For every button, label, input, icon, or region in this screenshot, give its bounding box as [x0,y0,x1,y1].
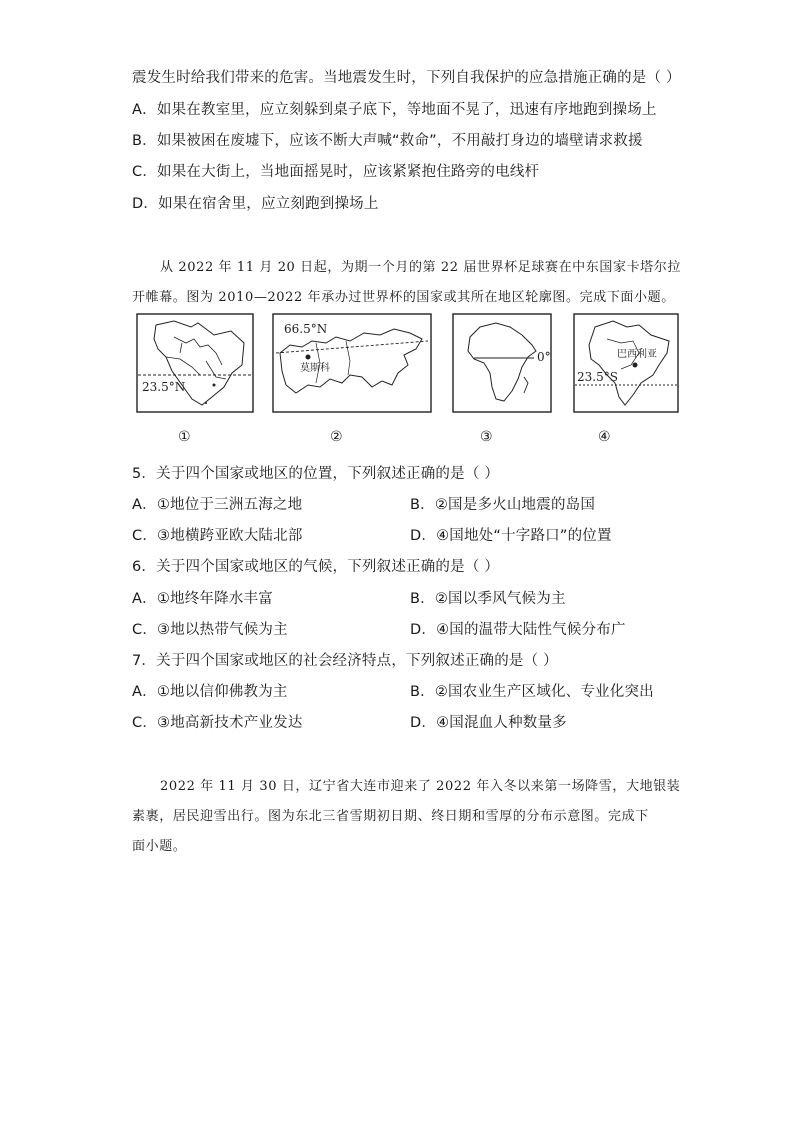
map2-city-label: 莫斯科 [300,363,330,374]
q4-stem: 震发生时给我们带来的危害。当地震发生时，下列自我保护的应急措施正确的是（ ） [132,70,681,86]
map-brazil [573,313,679,413]
q7-stem: 7．关于四个国家或地区的社会经济特点，下列叙述正确的是（ ） [132,653,558,669]
map-middle-east [136,313,254,413]
passage2-line3: 面小题。 [132,839,187,854]
q4-option-c[interactable]: C．如果在大街上，当地面摇晃时，应该紧紧抱住路旁的电线杆 [132,164,540,180]
q5-option-b[interactable]: B．②国是多火山地震的岛国 [410,497,596,513]
map-label-1: ① [178,429,191,445]
q6-option-d[interactable]: D．④国的温带大陆性气候分布广 [410,622,626,638]
map-africa [452,313,552,413]
q6-stem: 6．关于四个国家或地区的气候，下列叙述正确的是（ ） [132,559,500,575]
q7-option-b[interactable]: B．②国农业生产区域化、专业化突出 [410,684,654,700]
q5-option-c[interactable]: C．③地横跨亚欧大陆北部 [132,528,303,544]
passage2-line2: 素裹，居民迎雪出行。图为东北三省雪期初日期、终日期和雪厚的分布示意图。完成下 [132,809,649,824]
passage1-line1: 从 2022 年 11 月 20 日起，为期一个月的第 22 届世界杯足球赛在中东国家卡塔尔拉 [160,260,681,275]
passage2-line1: 2022 年 11 月 30 日，辽宁省大连市迎来了 2022 年入冬以来第一场降雪，大地银装 [160,779,681,794]
q5-option-a[interactable]: A．①地位于三洲五海之地 [132,497,303,513]
passage1-line2: 开帷幕。图为 2010—2022 年承办过世界杯的国家或其所在地区轮廓图。完成下面小题。 [132,290,675,305]
q5-stem: 5．关于四个国家或地区的位置，下列叙述正确的是（ ） [132,466,500,482]
map-label-4: ④ [598,429,611,445]
q6-option-b[interactable]: B．②国以季风气候为主 [410,591,566,607]
map-russia [272,313,432,413]
q7-option-a[interactable]: A．①地以信仰佛教为主 [132,684,288,700]
map1-latitude-label: 23.5°N [142,380,186,394]
q6-option-a[interactable]: A．①地终年降水丰富 [132,591,273,607]
q6-option-c[interactable]: C．③地以热带气候为主 [132,622,288,638]
q4-option-d[interactable]: D．如果在宿舍里，应立刻跑到操场上 [132,196,379,212]
q4-option-a[interactable]: A．如果在教室里，应立刻躲到桌子底下，等地面不晃了，迅速有序地跑到操场上 [132,102,657,118]
world-cup-hosts-figure [136,313,681,448]
map4-city-label: 巴西利亚 [617,349,657,360]
map2-latitude-label: 66.5°N [284,322,328,336]
q5-option-d[interactable]: D．④国地处“十字路口”的位置 [410,528,612,544]
q4-option-b[interactable]: B．如果被困在废墟下，应该不断大声喊“救命”，不用敲打身边的墙壁请求救援 [132,133,643,149]
map-label-2: ② [330,429,343,445]
map4-latitude-label: 23.5°S [577,370,618,384]
map3-latitude-label: 0° [537,350,551,364]
q7-option-c[interactable]: C．③地高新技术产业发达 [132,715,303,731]
q7-option-d[interactable]: D．④国混血人种数量多 [410,715,567,731]
map-label-3: ③ [480,429,493,445]
